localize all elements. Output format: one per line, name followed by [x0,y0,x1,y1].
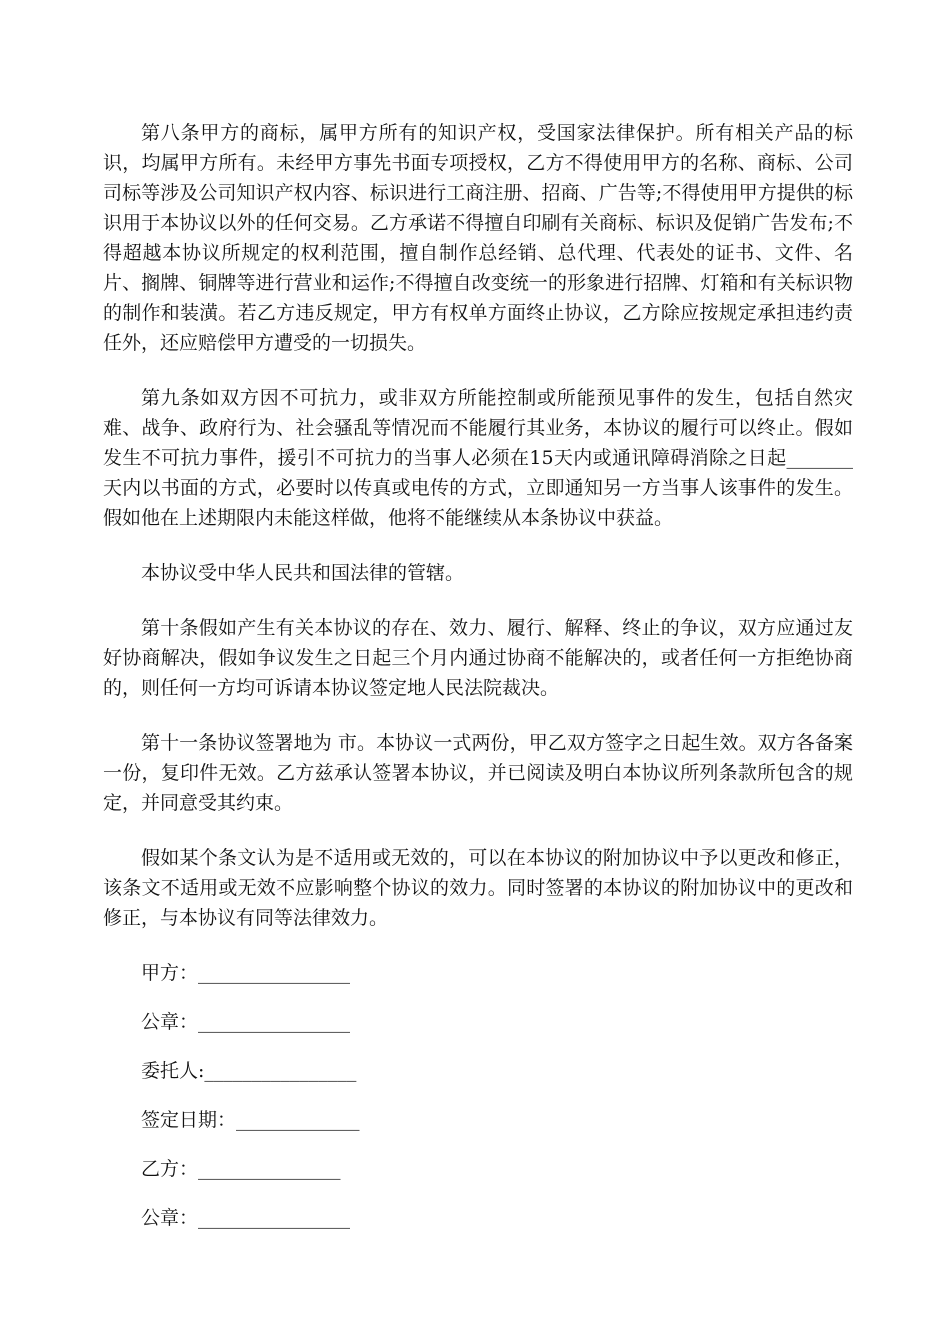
signature-date: 签定日期：_____________ [141,1109,360,1131]
document-page [103,118,853,1252]
signature-agent: 委托人:________________ [141,1060,357,1082]
severability-paragraph: 假如某个条文认为是不适用或无效的，可以在本协议的附加协议中予以更改和修正，该条文不适用或无效不应影响整个协议的效力。同时签署的本协议的附加协议中的更改和修正，与本协议有同等法律效力。 [103,847,853,929]
signature-party-a: 甲方：________________ [141,962,351,984]
clause-9-paragraph: 第九条如双方因不可抗力，或非双方所能控制或所能预见事件的发生，包括自然灾难、战争、政府行为、社会骚乱等情况而不能履行其业务，本协议的履行可以终止。假如发生不可抗力事件，援引不可抗力的当事人必须在15天内或通讯障碍消除之日起_______天内以书面的方式，必要时以传真或电传的方式，立即通知另一方当事人该事件的发生。假如他在上述期限内未能这样做，他将不能继续从本条协议中获益。 [103,387,853,529]
clause-10-paragraph: 第十条假如产生有关本协议的存在、效力、履行、解释、终止的争议，双方应通过友好协商解决，假如争议发生之日起三个月内通过协商不能解决的，或者任何一方拒绝协商的，则任何一方均可诉请本协议签定地人民法院裁决。 [103,617,853,699]
clause-11-paragraph: 第十一条协议签署地为 市。本协议一式两份，甲乙双方签字之日起生效。双方各备案一份，复印件无效。乙方兹承认签署本协议，并已阅读及明白本协议所列条款所包含的规定，并同意受其约束。 [103,732,853,814]
clause-8-paragraph: 第八条甲方的商标，属甲方所有的知识产权，受国家法律保护。所有相关产品的标识，均属甲方所有。未经甲方事先书面专项授权，乙方不得使用甲方的名称、商标、公司司标等涉及公司知识产权内容、标识进行工商注册、招商、广告等;不得使用甲方提供的标识用于本协议以外的任何交易。乙方承诺不得擅自印刷有关商标、标识及促销广告发布;不得超越本协议所规定的权利范围，擅自制作总经销、总代理、代表处的证书、文件、名片、搁牌、铜牌等进行营业和运作;不得擅自改变统一的形象进行招牌、灯箱和有关标识物的制作和装潢。若乙方违反规定，甲方有权单方面终止协议，乙方除应按规定承担违约责任外，还应赔偿甲方遭受的一切损失。 [103,122,853,354]
signature-seal-b: 公章：________________ [141,1207,351,1229]
signature-seal-a: 公章：________________ [141,1011,351,1033]
governing-law-paragraph: 本协议受中华人民共和国法律的管辖。 [141,562,465,584]
signature-party-b: 乙方：_______________ [141,1158,341,1180]
